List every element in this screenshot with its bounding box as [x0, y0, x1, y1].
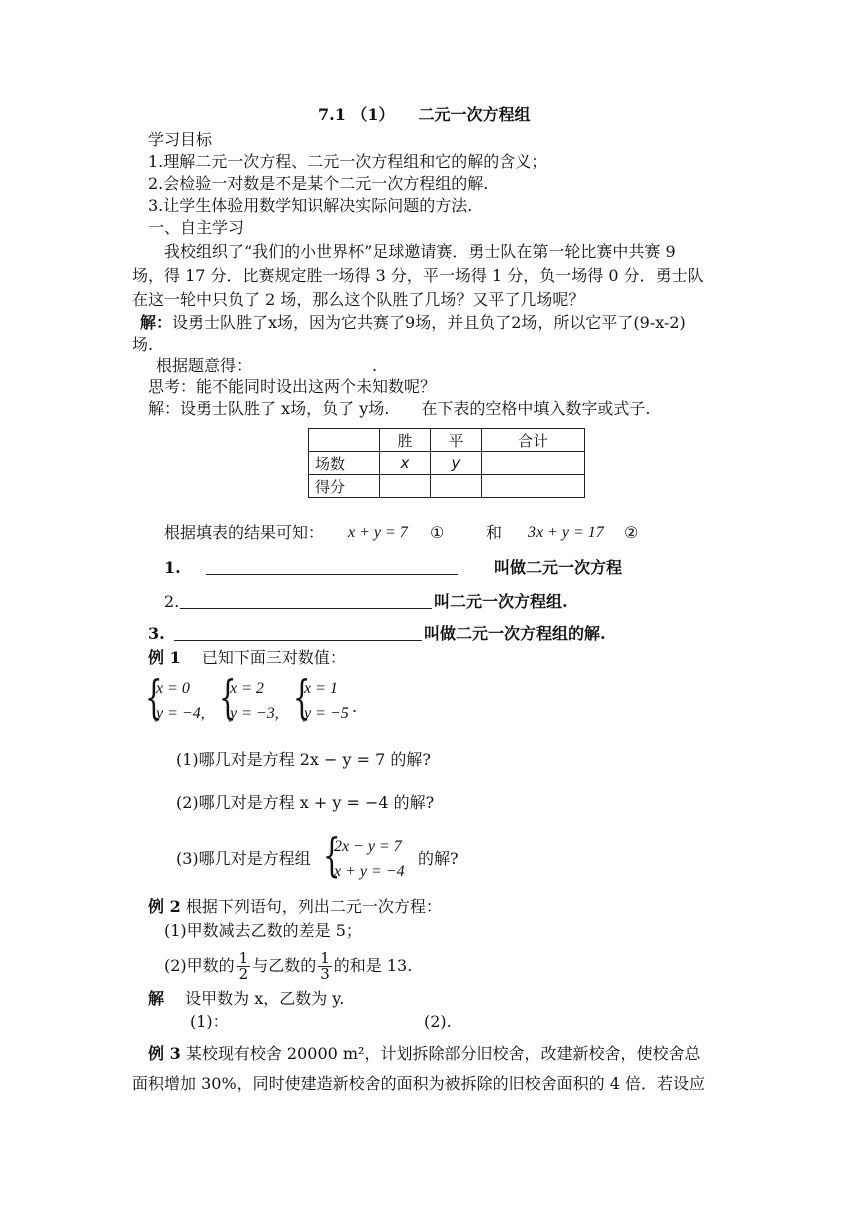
section-heading: 一、自主学习 [148, 218, 245, 237]
according-label: 根据题意得： [156, 356, 253, 375]
objective-item: 1.理解二元一次方程、二元一次方程组和它的解的含义； [148, 152, 548, 171]
equation-1: x + y = 7 [348, 524, 408, 541]
definition-blank[interactable] [180, 592, 432, 609]
example-1-label: 例 1 [148, 648, 181, 667]
example-1-text: 已知下面三对数值： [201, 648, 346, 667]
item-2-part: (2)甲数的 [164, 956, 235, 975]
fraction-numerator: 1 [238, 949, 249, 967]
and-text: 和 [486, 523, 503, 542]
solution-line [140, 312, 686, 334]
page-title: 7.1 （1） 二元一次方程组 [318, 105, 531, 124]
table-cell [482, 475, 585, 498]
definition-num: 3. [148, 624, 165, 643]
example-2-line [148, 896, 442, 918]
solution-text: 设勇士队胜了x场，因为它共赛了9场，并且负了2场，所以它平了(9-x-2) [172, 313, 686, 332]
item-2-part: 的和是 13. [333, 956, 413, 975]
fraction-third [318, 951, 332, 982]
table-cell [482, 452, 585, 475]
question-2: (2)哪几对是方程 x + y = −4 的解? [176, 793, 435, 812]
table-cell [380, 475, 431, 498]
solution2-line: 解：设勇士队胜了 x场，负了 y场. 在下表的空格中填入数字或式子. [148, 399, 651, 418]
objective-item: 2.会检验一对数是不是某个二元一次方程组的解. [148, 174, 489, 193]
table-row [309, 429, 585, 452]
item-2-part: 与乙数的 [252, 956, 317, 975]
example-2-solution [148, 988, 344, 1010]
score-table [308, 428, 585, 498]
example-3-line [148, 1043, 700, 1065]
equation-2-mark: ② [624, 523, 639, 542]
table-cell: 得分 [309, 475, 380, 498]
pair-1-x: x = 0 [156, 680, 190, 697]
problem-line: 在这一轮中只负了 2 场，那么这个队胜了几场？又平了几场呢？ [132, 290, 585, 309]
question-3-post: 的解? [418, 849, 459, 868]
problem-line: 场，得 17 分．比赛规定胜一场得 3 分，平一场得 1 分，负一场得 0 分．勇士队 [132, 266, 704, 285]
pair-2-y: y = −3, [230, 705, 279, 722]
objective-item: 3.让学生体验用数学知识解决实际问题的方法. [148, 196, 473, 215]
brace-icon: { [219, 670, 237, 724]
problem-line: 我校组织了“我们的小世界杯”足球邀请赛．勇士队在第一轮比赛中共赛 9 [164, 242, 676, 261]
think-line: 思考：能不能同时设出这两个未知数呢？ [148, 377, 437, 396]
table-cell [431, 475, 482, 498]
answer-2: (2). [424, 1012, 452, 1031]
pairs-end: . [352, 697, 358, 716]
example-3-label: 例 3 [148, 1044, 181, 1063]
definition-blank[interactable] [206, 558, 458, 575]
table-row [309, 452, 585, 475]
table-row [309, 475, 585, 498]
fraction-denominator: 3 [320, 965, 330, 983]
fraction-denominator: 2 [238, 965, 249, 983]
equation-2: 3x + y = 17 [528, 524, 604, 541]
definition-tail: 叫做二元一次方程 [494, 558, 623, 577]
according-dot: . [372, 356, 378, 375]
fraction-numerator: 1 [320, 949, 330, 967]
fraction-half [237, 951, 251, 982]
question-3-pre: (3)哪几对是方程组 [176, 849, 311, 868]
result-lead: 根据填表的结果可知： [164, 523, 325, 542]
question-1: (1)哪几对是方程 2x − y = 7 的解? [176, 750, 431, 769]
solution-label: 解： [140, 313, 173, 332]
example-2-text: 根据下列语句，列出二元一次方程： [185, 897, 442, 916]
brace-icon: { [145, 670, 163, 724]
table-cell: 场数 [309, 452, 380, 475]
example-2-item-1: (1)甲数减去乙数的差是 5； [164, 921, 362, 940]
table-cell: 胜 [380, 429, 431, 452]
example-2-item-2 [164, 950, 412, 982]
equation-1-mark: ① [430, 523, 445, 542]
system-eq-1: 2x − y = 7 [334, 838, 402, 855]
table-cell [309, 429, 380, 452]
pair-3-x: x = 1 [304, 680, 338, 697]
brace-icon: { [293, 670, 311, 724]
table-cell: y [431, 452, 482, 475]
solution-label: 解 [148, 989, 165, 1008]
objectives-heading: 学习目标 [148, 130, 213, 149]
definition-num: 2. [164, 592, 180, 611]
pair-2-x: x = 2 [230, 680, 264, 697]
example-3-text: 某校现有校舍 20000 m²，计划拆除部分旧校舍，改建新校舍，使校舍总 [185, 1044, 701, 1063]
definition-blank[interactable] [174, 624, 422, 641]
solution-text: 设甲数为 x，乙数为 y. [185, 989, 345, 1008]
answer-1: (1)： [190, 1012, 229, 1031]
definition-tail: 叫做二元一次方程组的解. [424, 624, 606, 643]
pair-1-y: y = −4, [156, 705, 205, 722]
table-cell: 平 [431, 429, 482, 452]
system-eq-2: x + y = −4 [334, 863, 405, 880]
definition-tail: 叫二元一次方程组. [434, 592, 568, 611]
definition-num: 1. [164, 558, 181, 577]
brace-icon: { [323, 828, 341, 882]
example-1-line [148, 647, 346, 669]
table-cell: 合计 [482, 429, 585, 452]
example-3-line-2: 面积增加 30%，同时使建造新校舍的面积为被拆除的旧校舍面积的 4 倍．若设应 [132, 1074, 706, 1093]
pair-3-y: y = −5 [304, 705, 349, 722]
example-2-label: 例 2 [148, 897, 181, 916]
solution-continuation: 场. [132, 335, 154, 354]
table-cell: x [380, 452, 431, 475]
